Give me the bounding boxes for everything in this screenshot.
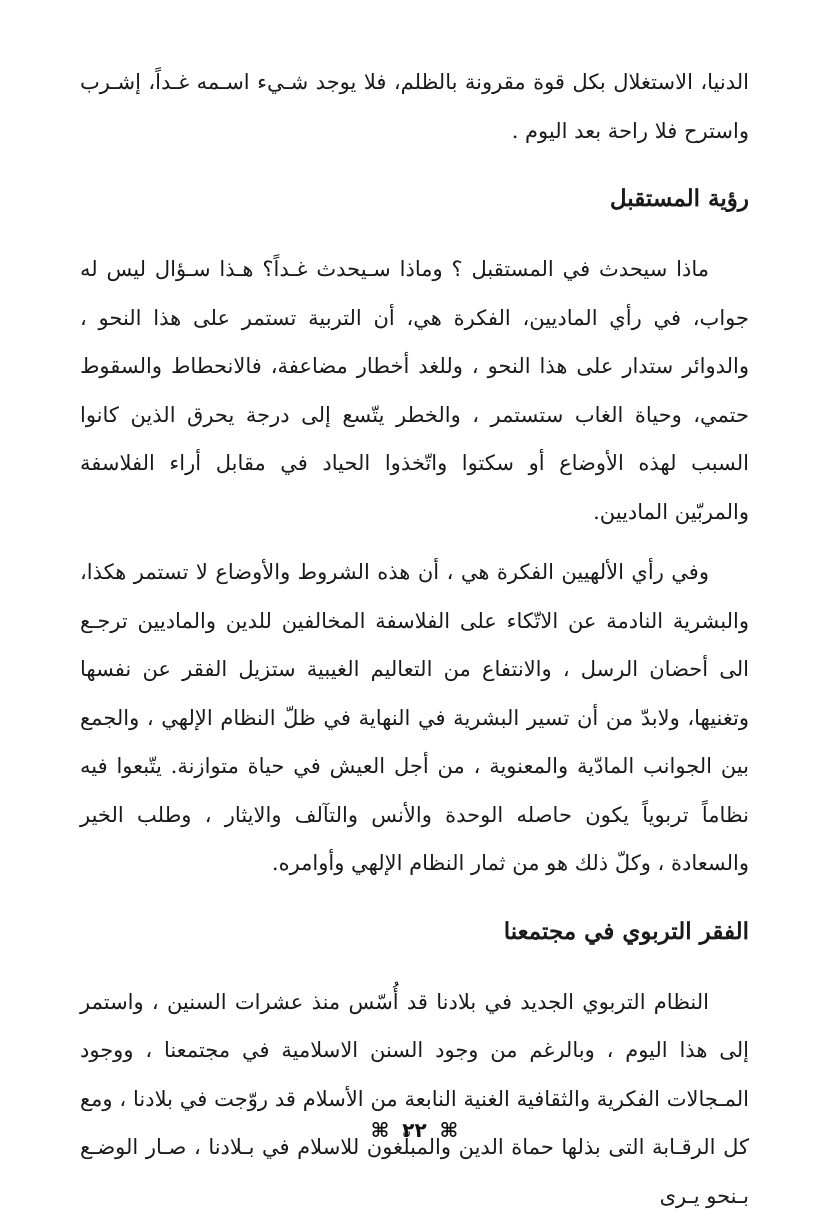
paragraph-educational-system: النظام التربوي الجديد في بلادنا قد أُسّس منذ عشرات السنين ، واستمر إلى هذا اليوم ، وبالرغم من وجود السنن الاسلامية في مجتمعنا ، ووجود المـجالات الفكرية والثقافية الغنية النابعة من الأسلام قد روّجت في بلادنا ، ومع كل الرقـابة التى بذلها حماة الدين والمبلّغون للاسلام في بـلادنا ، صـار الوضـع بـنحو يـرى <box>80 978 749 1220</box>
section-heading-future-vision: رؤية المستقبل <box>80 175 749 223</box>
paragraph-continuation: الدنيا، الاستغلال بكل قوة مقرونة بالظلم، فلا يوجد شـيء اسـمه غـداً، إشـرب واسترح فلا راحة بعد اليوم . <box>80 58 749 155</box>
paragraph-divine-view: وفي رأي الألهيين الفكرة هي ، أن هذه الشروط والأوضاع لا تستمر هكذا، والبشرية النادمة عن الاتّكاء على الفلاسفة المخالفين للدين والماديين ترجـع الى أحضان الرسل ، والانتفاع من التعاليم الغيبية ستزيل الفقر عن نفسها وتغنيها، ولابدّ من أن تسير البشرية في النهاية في ظلّ النظام الإلهي ، والجمع بين الجوانب المادّية والمعنوية ، من أجل العيش في حياة متوازنة. يتّبعوا فيه نظاماً تربوياً يكون حاصله الوحدة والأنس والتآلف والايثار ، وطلب الخير والسعادة ، وكلّ ذلك هو من ثمار النظام الإلهي وأوامره. <box>80 548 749 888</box>
page-body <box>80 58 749 1220</box>
paragraph-future-question: ماذا سيحدث في المستقبل ؟ وماذا سـيحدث غـداً؟ هـذا سـؤال ليس له جواب، في رأي الماديين، الفكرة هي، أن التربية تستمر على هذا النحو ، والدوائر ستدار على هذا النحو ، وللغد أخطار مضاعفة، فالانحطاط والسقوط حتمي، وحياة الغاب ستستمر ، والخطر يتّسع إلى درجة يحرق الذين كانوا السبب لهذه الأوضاع أو سكتوا واتّخذوا الحياد في مقابل أراء الفلاسفة والمربّين الماديين. <box>80 245 749 536</box>
paragraph-gap <box>80 536 749 548</box>
section-heading-educational-poverty: الفقر التربوي في مجتمعنا <box>80 908 749 956</box>
page-footer <box>0 1118 829 1142</box>
page-number: ٢٢ <box>402 1118 426 1142</box>
footer-ornament-icon: ⌘ <box>371 1118 390 1142</box>
footer-ornament-icon: ⌘ <box>440 1118 459 1142</box>
